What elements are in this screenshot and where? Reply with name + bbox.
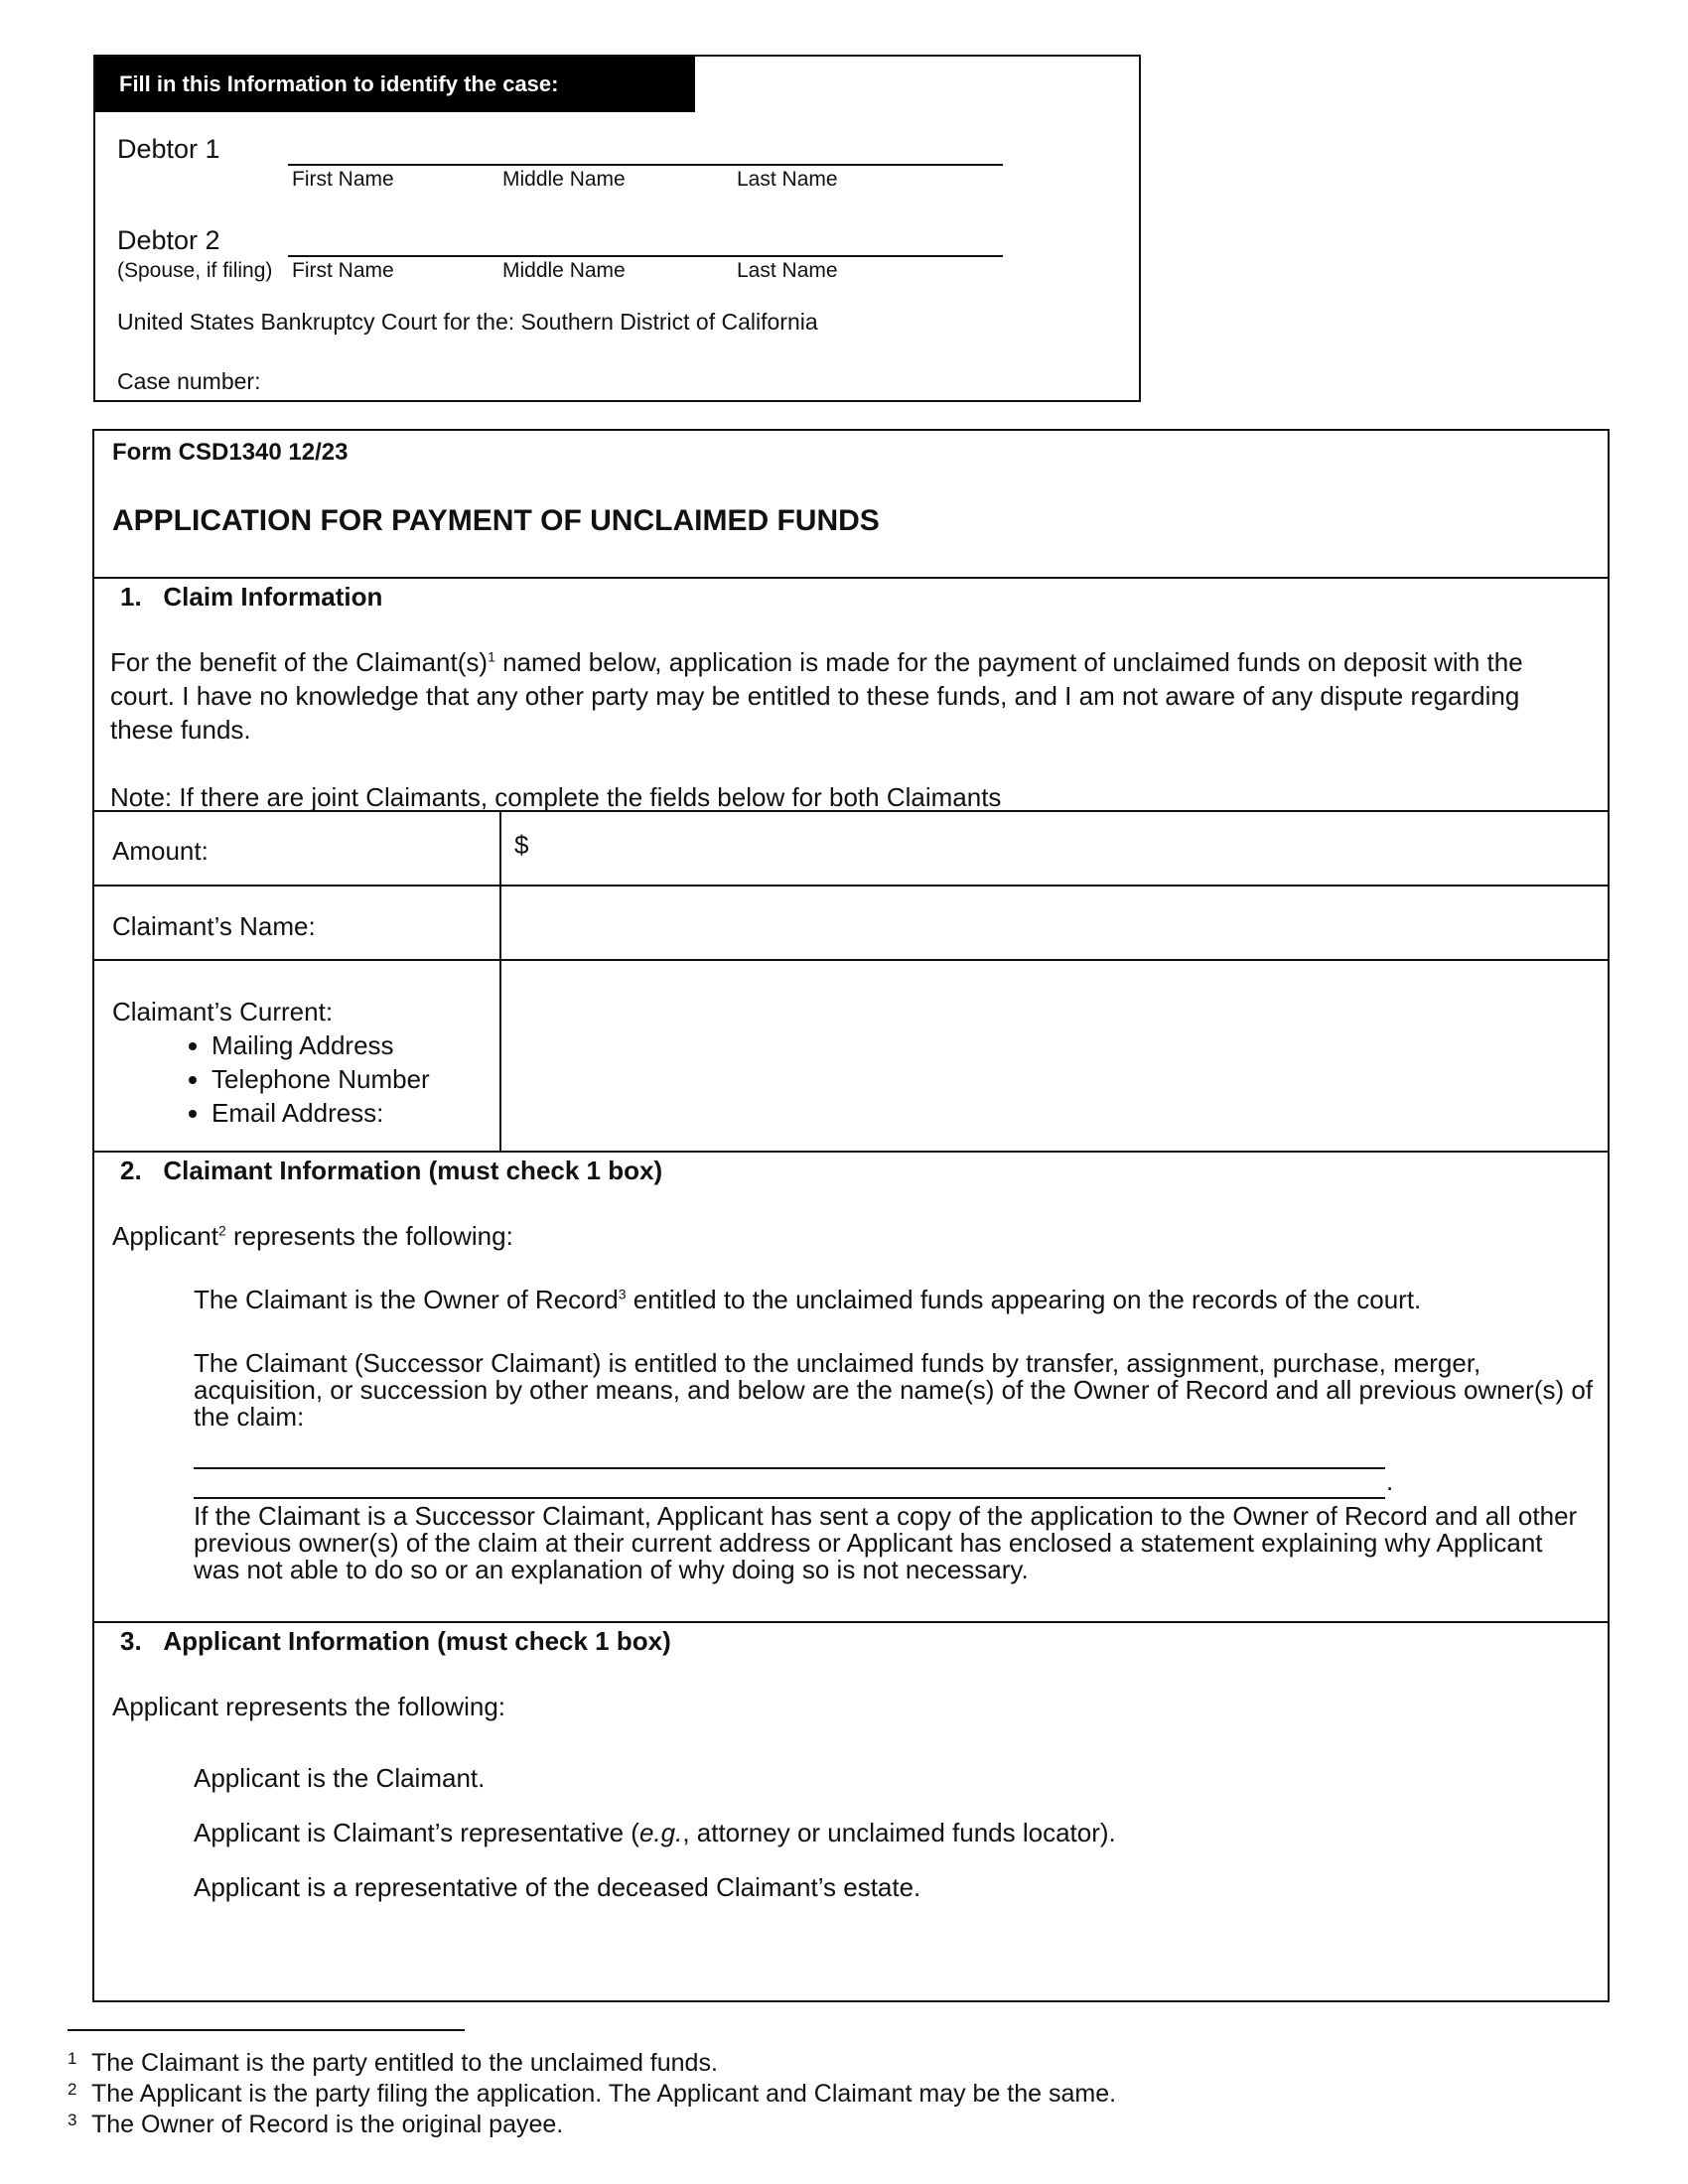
- representative-example-abbrev: e.g.: [638, 1818, 683, 1847]
- email-address-item: • Email Address:: [211, 1096, 430, 1130]
- successor-claimant-option: The Claimant (Successor Claimant) is entitled to the unclaimed funds by transfer, assignment, purchase, merger, acquisition, or succession by other means, and below are the name(s) of the Owner of Record and all previous owner(s) of the claim:: [194, 1348, 1594, 1432]
- claim-paragraph-text: For the benefit of the Claimant(s): [110, 647, 489, 677]
- claim-paragraph-text-cont: named below, application is made for the payment of unclaimed funds on deposit with the court. I have no knowledge that any other party may be entitled to these funds, and I am not aware of any dispute regarding these funds.: [110, 647, 1523, 745]
- owner-of-record-text: The Claimant is the Owner of Record: [194, 1285, 619, 1314]
- footnote-3-number: 3: [68, 2111, 77, 2129]
- court-line: United States Bankruptcy Court for the: Southern District of California: [117, 309, 818, 335]
- claimant-name-field[interactable]: [501, 887, 1609, 957]
- debtor2-first-name-caption: First Name: [292, 259, 394, 282]
- case-info-header: Fill in this Information to identify the case:: [95, 57, 695, 112]
- successor-notice-text: If the Claimant is a Successor Claimant, Applicant has sent a copy of the application to the Owner of Record and all other previous owner(s) of the claim at their current address or Applicant has enclosed a statement explaining why Applicant was not able to do so or an explanation of why doing so is not necessary.: [194, 1501, 1578, 1584]
- footnote-ref-2: 2: [217, 1222, 226, 1239]
- footnote-2-text: The Applicant is the party filing the application. The Applicant and Claimant may be the same.: [91, 2080, 1117, 2108]
- representative-text-cont: , attorney or unclaimed funds locator).: [682, 1818, 1116, 1847]
- section2-title: Claimant Information (must check 1 box): [163, 1156, 663, 1185]
- section2-number: 2.: [120, 1156, 142, 1185]
- amount-label: Amount:: [112, 836, 209, 866]
- applicant-is-representative-option: [194, 1816, 1116, 1849]
- divider: [94, 959, 1608, 961]
- contact-items-list: [112, 1028, 430, 1130]
- section1-title: Claim Information: [163, 582, 383, 612]
- claimant-current-label: Claimant’s Current:: [112, 997, 334, 1026]
- application-form: [92, 429, 1610, 2002]
- section2-intro-text: Applicant: [112, 1221, 218, 1251]
- representative-text: Applicant is Claimant’s representative (: [194, 1818, 639, 1847]
- section3-title: Applicant Information (must check 1 box): [163, 1626, 671, 1656]
- owner-of-record-text-cont: entitled to the unclaimed funds appearing on the records of the court.: [626, 1285, 1422, 1314]
- section3-number: 3.: [120, 1626, 142, 1656]
- divider: [94, 1151, 1608, 1153]
- debtor1-middle-name-caption: Middle Name: [502, 168, 626, 191]
- debtor2-spouse-note: (Spouse, if filing): [117, 259, 273, 282]
- owner-names-line-2[interactable]: [194, 1497, 1385, 1499]
- debtor1-first-name-caption: First Name: [292, 168, 394, 191]
- divider: [94, 1621, 1608, 1623]
- debtor2-name-line[interactable]: [288, 255, 1003, 257]
- divider: [94, 577, 1608, 579]
- case-info-box: [93, 55, 1141, 402]
- section2-heading: [120, 1156, 662, 1186]
- section3-heading: [120, 1626, 671, 1657]
- applicant-is-claimant-option: Applicant is the Claimant.: [194, 1763, 486, 1793]
- amount-field[interactable]: $: [514, 830, 529, 860]
- section2-intro: [112, 1219, 513, 1253]
- debtor2-last-name-caption: Last Name: [737, 259, 838, 282]
- footnote-3-text: The Owner of Record is the original payee.: [91, 2111, 564, 2138]
- section2-intro-text-cont: represents the following:: [225, 1221, 513, 1251]
- telephone-number-item: • Telephone Number: [211, 1062, 430, 1096]
- claim-paragraph: [110, 645, 1590, 747]
- claimant-name-label: Claimant’s Name:: [112, 911, 316, 941]
- debtor2-middle-name-caption: Middle Name: [502, 259, 626, 282]
- section1-heading: [120, 582, 382, 613]
- footnote-separator: [68, 2029, 465, 2031]
- footnote-1-number: 1: [68, 2049, 77, 2068]
- divider: [94, 810, 1608, 812]
- mailing-address-item: • Mailing Address: [211, 1028, 430, 1062]
- debtor1-last-name-caption: Last Name: [737, 168, 838, 191]
- owner-names-line-end: .: [1386, 1466, 1394, 1496]
- debtor1-name-line[interactable]: [288, 164, 1003, 166]
- claimant-contact-field[interactable]: [501, 962, 1609, 1149]
- section3-intro: Applicant represents the following:: [112, 1692, 506, 1721]
- footnote-ref-3: 3: [618, 1286, 627, 1302]
- form-code: Form CSD1340 12/23: [112, 439, 349, 466]
- debtor1-label: Debtor 1: [117, 134, 220, 164]
- estate-representative-option: Applicant is a representative of the deceased Claimant’s estate.: [194, 1872, 921, 1902]
- footnote-2-number: 2: [68, 2080, 77, 2099]
- joint-claimants-note: Note: If there are joint Claimants, complete the fields below for both Claimants: [110, 782, 1002, 812]
- debtor2-label: Debtor 2: [117, 225, 220, 255]
- footnote-1-text: The Claimant is the party entitled to the unclaimed funds.: [91, 2049, 718, 2077]
- form-title: APPLICATION FOR PAYMENT OF UNCLAIMED FUNDS: [112, 504, 880, 537]
- section1-number: 1.: [120, 582, 142, 612]
- owner-of-record-option: [194, 1287, 1594, 1313]
- footnote-ref-1: 1: [488, 648, 495, 665]
- divider: [94, 885, 1608, 887]
- case-number-label: Case number:: [117, 368, 261, 394]
- owner-names-line-1[interactable]: [194, 1467, 1385, 1469]
